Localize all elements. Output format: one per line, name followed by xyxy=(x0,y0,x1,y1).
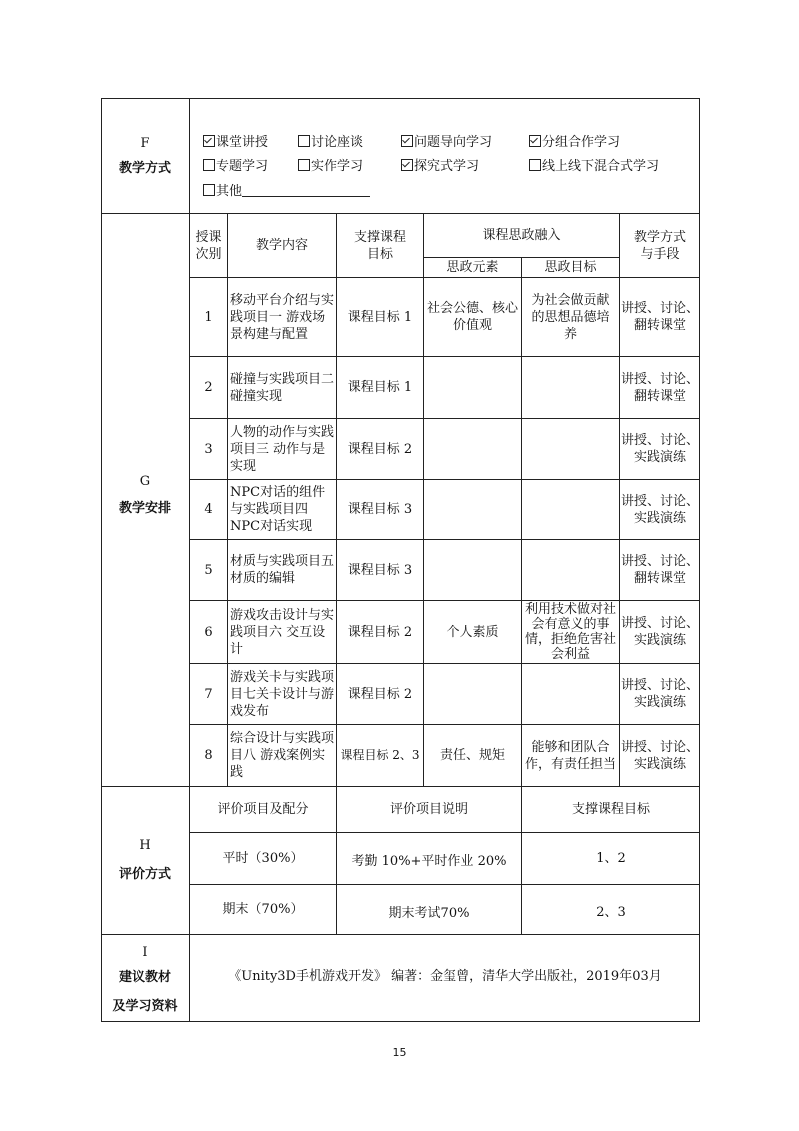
row-element xyxy=(424,480,521,539)
section-f-label xyxy=(101,136,189,176)
row-content: 人物的动作与实践项目三 动作与是实现 xyxy=(230,424,335,474)
row-goal: 为社会做贡献的思想品德培养 xyxy=(531,292,610,342)
row-number: 7 xyxy=(204,686,213,702)
row-number: 2 xyxy=(204,380,213,395)
method-label: 课堂讲授 xyxy=(216,135,269,150)
checkbox-icon[interactable] xyxy=(298,159,310,171)
header-method: 教学方式与手段 xyxy=(633,229,686,262)
checkbox-icon[interactable] xyxy=(203,184,215,196)
row-method: 讲授、讨论、实践演练 xyxy=(621,739,700,772)
method-label: 分组合作学习 xyxy=(542,135,621,150)
row-method: 讲授、讨论、翻转课堂 xyxy=(621,554,700,586)
row-method: 讲授、讨论、实践演练 xyxy=(621,493,700,526)
section-g-label xyxy=(101,474,189,516)
header-support: 支撑课程目标 xyxy=(353,229,406,262)
checkbox-icon[interactable] xyxy=(529,159,541,171)
header-element: 思政元素 xyxy=(446,260,499,275)
eval-target: 2、3 xyxy=(596,905,626,920)
row-content: 碰撞与实践项目二 碰撞实现 xyxy=(230,371,335,404)
method-checkbox[interactable] xyxy=(298,131,363,150)
row-number: 5 xyxy=(204,562,213,578)
row-support: 课程目标 3 xyxy=(347,502,413,517)
row-element xyxy=(424,357,521,418)
row-method: 讲授、讨论、实践演练 xyxy=(621,433,700,465)
eval-header-target: 支撑课程目标 xyxy=(571,802,650,817)
row-content: 游戏关卡与实践项目七关卡设计与游戏发布 xyxy=(230,669,335,719)
section-h-title: 评价方式 xyxy=(118,867,171,882)
method-label: 讨论座谈 xyxy=(311,135,364,150)
row-support: 课程目标 3 xyxy=(347,562,413,578)
row-goal xyxy=(522,540,619,600)
checkbox-icon[interactable] xyxy=(203,135,215,147)
eval-target: 1、2 xyxy=(596,851,626,866)
row-method: 讲授、讨论、翻转课堂 xyxy=(621,371,700,404)
row-method: 讲授、讨论、翻转课堂 xyxy=(621,301,700,333)
section-i-title-line2: 及学习资料 xyxy=(112,999,178,1014)
row-goal: 利用技术做对社会有意义的事情，拒绝危害社会利益 xyxy=(525,602,617,662)
method-label: 实作学习 xyxy=(311,159,364,174)
eval-desc: 考勤 10%+平时作业 20% xyxy=(351,854,507,869)
row-number: 3 xyxy=(204,441,213,457)
section-i-title-line1: 建议教材 xyxy=(118,970,171,985)
checkbox-icon[interactable] xyxy=(401,135,413,147)
row-element xyxy=(424,419,521,479)
method-label: 其他 xyxy=(216,184,243,199)
row-support: 课程目标 2 xyxy=(347,624,413,640)
method-checkbox[interactable] xyxy=(401,155,479,174)
method-label: 线上线下混合式学习 xyxy=(542,159,660,174)
row-content: NPC对话的组件与实践项目四 NPC对话实现 xyxy=(230,485,326,534)
textbook-text: 《Unity3D手机游戏开发》 编著：金玺曾，清华大学出版社，2019年03月 xyxy=(228,969,662,984)
eval-header-item: 评价项目及配分 xyxy=(217,802,309,817)
row-content: 材质与实践项目五 材质的编辑 xyxy=(230,554,335,586)
page-number: 15 xyxy=(392,1046,407,1059)
row-number: 1 xyxy=(204,309,213,325)
row-goal xyxy=(522,419,619,479)
method-label: 问题导向学习 xyxy=(414,135,493,150)
header-order: 授课次别 xyxy=(195,229,222,262)
row-element: 社会公德、核心价值观 xyxy=(426,301,518,333)
row-goal xyxy=(522,357,619,418)
row-element: 责任、规矩 xyxy=(439,748,505,763)
row-support: 课程目标 2 xyxy=(347,686,413,702)
row-element xyxy=(424,540,521,600)
other-blank-line[interactable] xyxy=(242,183,370,197)
method-checkbox[interactable] xyxy=(298,155,363,174)
checkbox-icon[interactable] xyxy=(298,135,310,147)
section-f-title: 教学方式 xyxy=(118,161,171,176)
header-content: 教学内容 xyxy=(255,238,308,253)
method-checkbox[interactable] xyxy=(529,155,659,174)
method-checkbox[interactable] xyxy=(203,155,268,174)
row-element xyxy=(424,664,521,724)
row-support: 课程目标 1 xyxy=(347,380,413,395)
method-checkbox[interactable] xyxy=(401,131,492,150)
row-number: 4 xyxy=(204,502,213,517)
section-i-letter: I xyxy=(142,945,148,960)
row-content: 游戏攻击设计与实践项目六 交互设计 xyxy=(230,607,335,657)
checkbox-icon[interactable] xyxy=(529,135,541,147)
eval-desc: 期末考试70% xyxy=(388,906,470,921)
method-checkbox-other[interactable] xyxy=(203,180,370,199)
row-goal: 能够和团队合作，有责任担当 xyxy=(524,739,616,772)
row-number: 6 xyxy=(204,624,213,640)
section-h-letter: H xyxy=(139,838,151,853)
eval-item: 平时（30%） xyxy=(222,851,304,866)
header-ideology: 课程思政融入 xyxy=(482,228,561,243)
method-label: 专题学习 xyxy=(216,159,269,174)
section-g-letter: G xyxy=(139,474,151,489)
row-support: 课程目标 1 xyxy=(347,309,413,325)
row-goal xyxy=(522,480,619,539)
row-method: 讲授、讨论、实践演练 xyxy=(621,678,700,710)
row-number: 8 xyxy=(204,748,213,763)
row-goal xyxy=(522,664,619,724)
row-content: 综合设计与实践项目八 游戏案例实践 xyxy=(230,731,335,780)
checkbox-icon[interactable] xyxy=(203,159,215,171)
row-element: 个人素质 xyxy=(446,624,499,640)
row-support: 课程目标 2 xyxy=(347,441,413,457)
section-f-letter: F xyxy=(140,136,150,151)
eval-item: 期末（70%） xyxy=(222,902,304,917)
checkbox-icon[interactable] xyxy=(401,159,413,171)
header-goal: 思政目标 xyxy=(544,260,597,275)
section-i-label xyxy=(101,945,189,1014)
eval-header-desc: 评价项目说明 xyxy=(389,802,468,817)
method-label: 探究式学习 xyxy=(414,159,480,174)
row-method: 讲授、讨论、实践演练 xyxy=(621,616,700,648)
section-h-label xyxy=(101,838,189,882)
section-g-title: 教学安排 xyxy=(118,501,171,516)
method-checkbox[interactable] xyxy=(203,131,268,150)
row-support: 课程目标 2、3 xyxy=(340,748,420,762)
method-checkbox[interactable] xyxy=(529,131,620,150)
row-content: 移动平台介绍与实践项目一 游戏场景构建与配置 xyxy=(230,292,335,342)
